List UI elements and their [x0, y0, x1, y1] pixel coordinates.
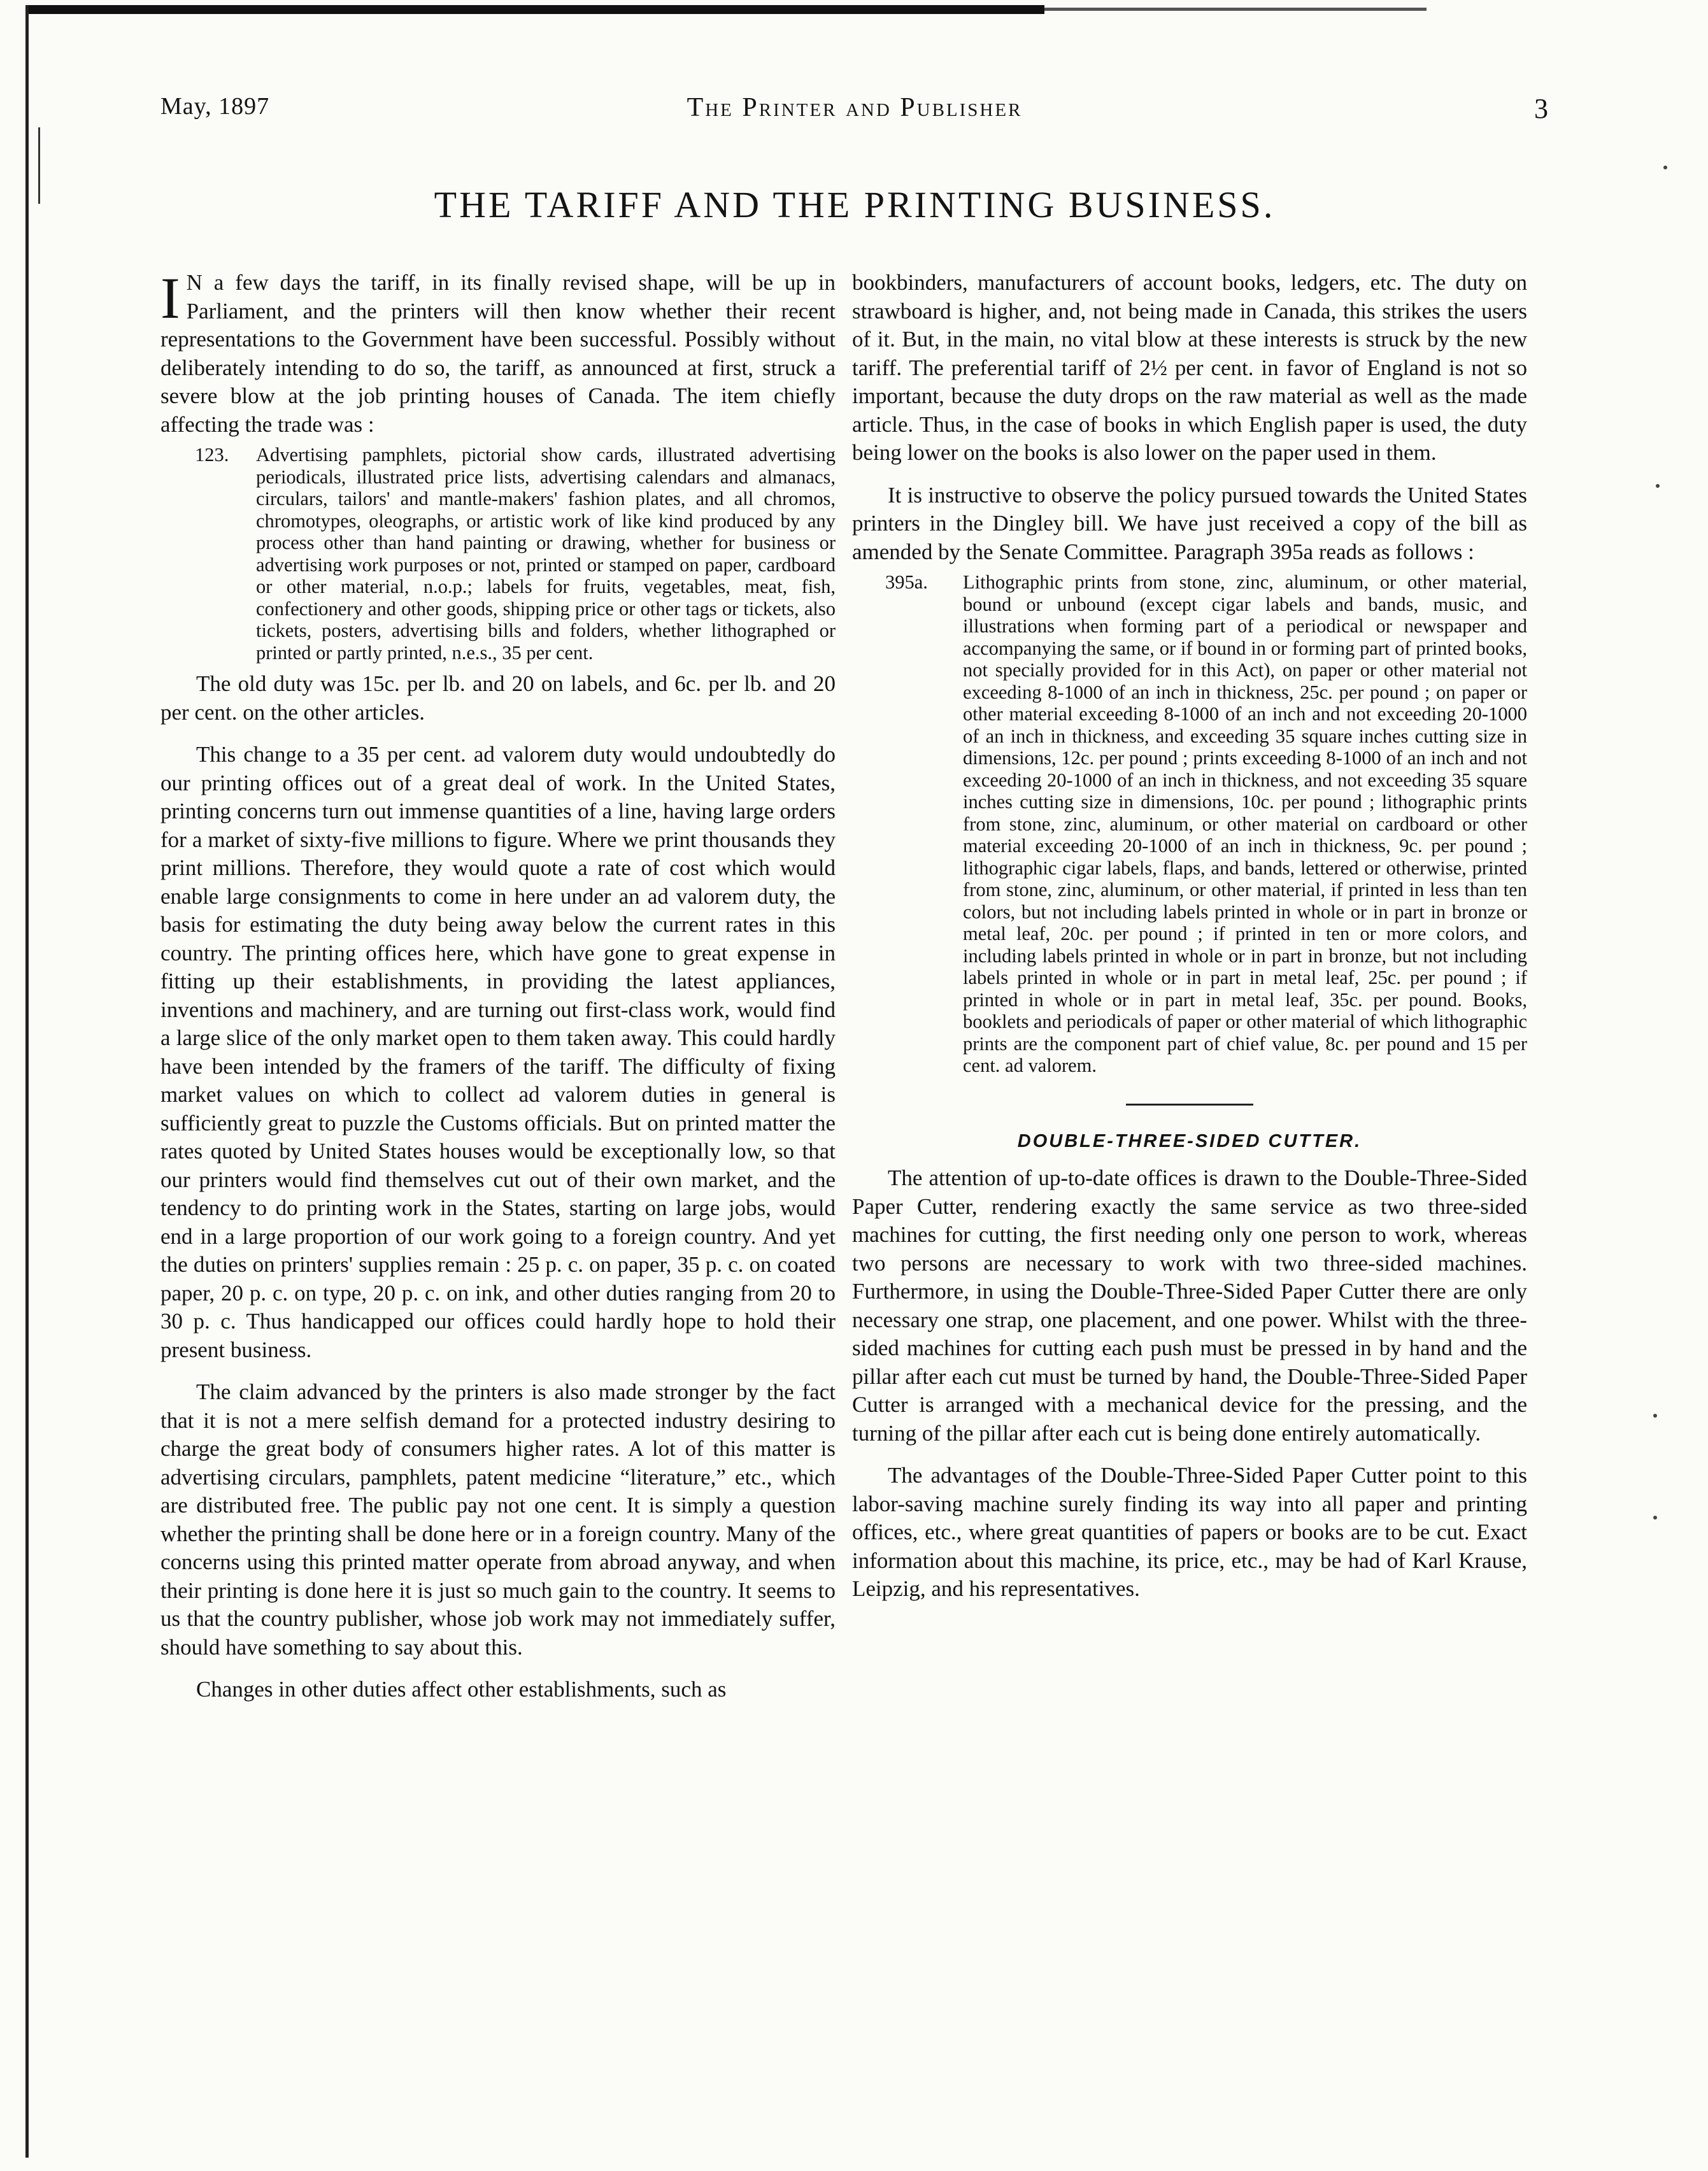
tariff-item-number: 123. — [195, 444, 229, 466]
left-column — [160, 266, 836, 1704]
intro-paragraph — [160, 266, 836, 439]
right-column — [852, 269, 1527, 1604]
page-number: 3 — [1534, 93, 1549, 124]
tariff-item-text: Advertising pamphlets, pictorial show cards, illustrated advertising periodicals, illustrated price lists, advertising calendars and almanacs, circulars, tailors' and mantle-makers' fashion plates, and all chromos, chromotypes, oleographs, or artistic work of like kind produced by any process other than hand painting or drawing, whether for business or advertising work purposes or not, printed or stamped on paper, cardboard or other material, n.o.p.; labels for fruits, vegetables, meat, fish, confectionery and other goods, shipping price or other tags or tickets, also tickets, posters, advertising bills and folders, whether lithographed or printed or partly printed, n.e.s., 35 per cent. — [256, 444, 836, 664]
tariff-item-text: Lithographic prints from stone, zinc, aluminum, or other material, bound or unbound (except cigar labels and bands, music, and illustrations when forming part of a periodical or newspaper and accompanying the same, or if bound in or forming part of printed books, not specially provided for in this Act), on paper or other material not exceeding 8-1000 of an inch in thickness, 25c. per pound ; on paper or other material exceeding 8-1000 of an inch and not exceeding 20-1000 of an inch in thickness, and exceeding 35 square inches cutting size in dimensions, 12c. per pound ; prints exceeding 8-1000 of an inch and not exceeding 20-1000 of an inch in thickness, and not exceeding 35 square inches cutting size in dimensions, 10c. per pound ; lithographic prints from stone, zinc, aluminum, or other material on cardboard or other material exceeding 20-1000 of an inch in thickness, 9c. per pound ; lithographic cigar labels, flaps, and bands, lettered or otherwise, printed from stone, zinc, aluminum, or other material, if printed in less than ten colors, but not including labels printed in whole or in part in bronze or metal leaf, 20c. per pound ; if printed in ten or more colors, and including labels printed in whole or in part in bronze, but not including labels printed in whole or in part in metal leaf, 25c. per pound ; if printed in whole or in part in metal leaf, 35c. per pound. Books, booklets and periodicals of paper or other material of which lithographic prints are the component part of chief value, 8c. per pound and 15 per cent. ad valorem. — [963, 571, 1527, 1076]
running-header — [160, 92, 1549, 137]
margin-speck — [1663, 166, 1667, 169]
cutter-paragraph-1: The attention of up-to-date offices is drawn to the Double-Three-Sided Paper Cutter, rendering exactly the same service as two three-sided machines for cutting, the first needing only one person to work, whereas two persons are necessary to work with two three-sided machines. Furthermore, in using the Double-Three-Sided Paper Cutter there are only necessary one strap, one placement, and one power. Whilst with the three-sided machines for cutting each push must be pressed in by hand and the pillar after each cut must be turned by hand, the Double-Three-Sided Paper Cutter is arranged with a mechanical device for the pressing, and the turning of the pillar after each cut is being done entirely automatically. — [852, 1165, 1527, 1446]
tariff-item-number: 395a. — [885, 571, 928, 593]
drop-cap: I — [160, 266, 180, 331]
paragraph-change: This change to a 35 per cent. ad valorem duty would undoubtedly do our printing offices out of a great deal of work. In the United States, printing concerns turn out immense quantities of a line, having large orders for a market of sixty-five millions to figure. Where we print thousands they print millions. Therefore, they would quote a rate of cost which would enable large consignments to come in here under an ad valorem duty, the basis for estimating the duty being away below the current rates in this country. The printing offices here, which have gone to great expense in fitting up their establishments, in providing the latest appliances, inventions and machinery, and are turning out first-class work, would find a large slice of the only market open to them taken away. This could hardly have been intended by the framers of the tariff. The difficulty of fixing market values on which to collect ad valorem duties in general is sufficiently great to puzzle the Customs officials. But on printed matter the rates quoted by United States houses would be exceptionally low, so that our printers would find themselves cut out of their own market, and the tendency to do printing work in the States, starting on large jobs, would end in a large proportion of our work going to a foreign country. And yet the duties on printers' supplies remain : 25 p. c. on paper, 35 p. c. on coated paper, 20 p. c. on type, 20 p. c. on ink, and other duties ranging from 20 to 30 p. c. Thus handicapped our offices could hardly hope to hold their present business. — [160, 742, 836, 1362]
paragraph-other-duties-continued: bookbinders, manufacturers of account books, ledgers, etc. The duty on strawboard is higher, and, not being made in Canada, this strikes the users of it. But, in the main, no vital blow at these interests is struck by the new tariff. The preferential tariff of 2½ per cent. in favor of England is not so important, because the duty drops on the raw material as well as the made article. Thus, in the case of books in which English paper is used, the duty being lower on the books is also lower on the paper used in them. — [852, 270, 1527, 465]
margin-speck — [1656, 484, 1660, 488]
paragraph-other-duties: Changes in other duties affect other establishments, such as — [196, 1677, 727, 1702]
paragraph-old-duty: The old duty was 15c. per lb. and 20 on labels, and 6c. per lb. and 20 per cent. on the other articles. — [160, 671, 836, 725]
paragraph-claim: The claim advanced by the printers is also made stronger by the fact that it is not a mere selfish demand for a protected industry desiring to charge the great body of consumers higher rates. A lot of this matter is advertising circulars, pamphlets, patent medicine “literature,” etc., which are distributed free. The public pay not one cent. It is simply a question whether the printing shall be done here or in a foreign country. Many of the concerns using this printed matter operate from abroad anyway, and when their printing is done here it is just so much gain to the country. It seems to us that the country publisher, whose job work may not immediately suffer, should have something to say about this. — [160, 1379, 836, 1660]
margin-speck — [1653, 1414, 1657, 1418]
tariff-item-395a — [885, 571, 1527, 1077]
paragraph-dingley-bill: It is instructive to observe the policy pursued towards the United States printers in the Dingley bill. We have just received a copy of the bill as amended by the Senate Committee. Paragraph 395a reads as follows : — [852, 482, 1527, 564]
article-title: THE TARIFF AND THE PRINTING BUSINESS. — [434, 184, 1276, 225]
left-margin-rule — [25, 5, 29, 2158]
cutter-paragraph-2: The advantages of the Double-Three-Sided Paper Cutter point to this labor-saving machine surely finding its way into all paper and printing offices, etc., where great quantities of papers or books are to be cut. Exact information about this machine, its price, etc., may be had of Karl Krause, Leipzig, and his representatives. — [852, 1463, 1527, 1601]
issue-date: May, 1897 — [160, 93, 270, 120]
top-border-rule — [25, 5, 1044, 14]
intro-text: N a few days the tariff, in its finally revised shape, will be up in Parliament, and the printers will then know whether their recent representations to the Government have been successful. Possibly without deliberately intending to do so, the tariff, as announced at first, struck a severe blow at the job printing houses of Canada. The item chiefly affecting the trade was : — [160, 270, 836, 437]
tariff-item-123 — [195, 444, 836, 664]
top-border-rule-fade — [1044, 8, 1427, 11]
journal-title: The Printer and Publisher — [687, 93, 1023, 122]
margin-speck — [1653, 1516, 1657, 1520]
cutter-heading: DOUBLE-THREE-SIDED CUTTER. — [1017, 1130, 1362, 1151]
section-divider — [1126, 1104, 1253, 1106]
left-margin-mark — [38, 127, 40, 204]
